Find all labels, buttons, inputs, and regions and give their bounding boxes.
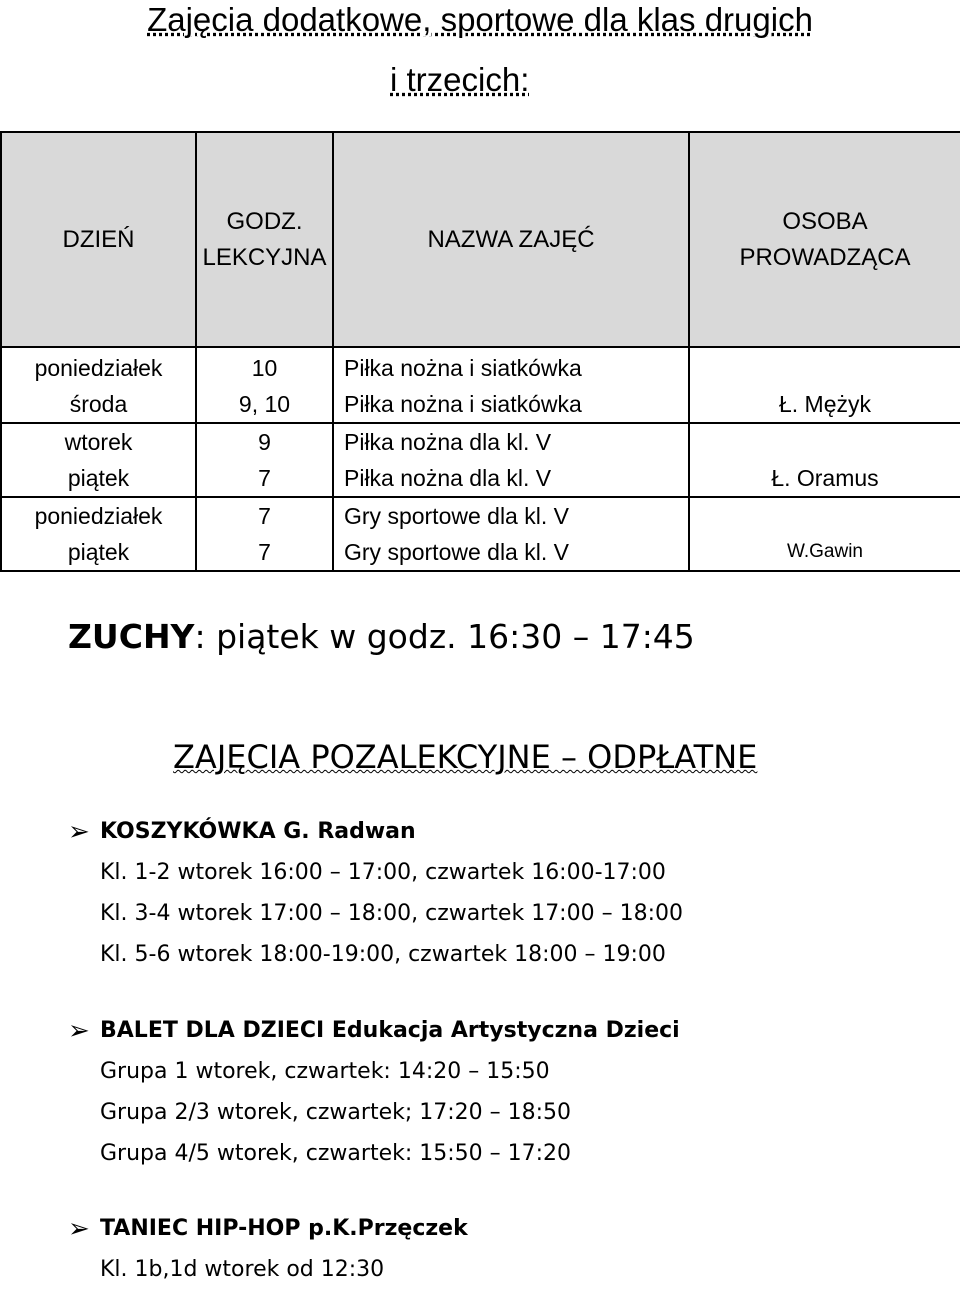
day-text: poniedziałek [34,355,163,381]
section-heading: ➢ TANIEC HIP-HOP p.K.Przęczek [68,1209,468,1249]
header-name: NAZWA ZAJĘĆ [333,132,689,347]
table-row [1,497,960,571]
cell-hours [196,423,333,497]
activity-text: Piłka nożna i siatkówka [344,355,582,381]
person-text: W.Gawin [786,541,864,562]
zuchy-text: : piątek w godz. 16:30 – 17:45 [194,617,695,656]
day-text: wtorek [64,429,133,455]
cell-days [1,497,196,571]
activity-text: Piłka nożna i siatkówka [344,391,582,417]
cell-person [689,347,960,423]
person-text: Ł. Mężyk [778,391,872,417]
arrowhead-bullet-icon: ➢ [68,1016,90,1046]
schedule-line: Kl. 5-6 wtorek 18:00-19:00, czwartek 18:00 – 19:00 [100,942,666,967]
cell-days [1,423,196,497]
table-header-row [1,132,960,347]
schedule-table [0,131,960,572]
hour-text: 9 [258,429,271,455]
page-title-line-2: i trzecich: [390,61,530,98]
zuchy-label: ZUCHY [68,617,195,656]
table-row [1,423,960,497]
hour-text: 9, 10 [238,391,291,417]
activity-text: Gry sportowe dla kl. V [344,503,569,529]
section-heading: ➢ KOSZYKÓWKA G. Radwan [68,812,683,852]
page-title-line-1: Zajęcia dodatkowe, sportowe dla klas drugich [147,1,813,38]
hour-text: 7 [258,503,271,529]
activity-text: Piłka nożna dla kl. V [344,429,552,455]
hour-text: 7 [258,539,271,565]
activity-text: Piłka nożna dla kl. V [344,465,552,491]
section-heading: ➢ BALET DLA DZIECI Edukacja Artystyczna Dzieci [68,1011,680,1051]
header-person: OSOBA PROWADZĄCA [689,132,960,347]
cell-names [333,497,689,571]
schedule-line: Grupa 1 wtorek, czwartek: 14:20 – 15:50 [100,1059,550,1084]
cell-hours [196,497,333,571]
arrowhead-bullet-icon: ➢ [68,1214,90,1244]
hour-text: 10 [251,355,278,381]
header-hour: GODZ. LEKCYJNA [196,132,333,347]
cell-names [333,423,689,497]
day-text: piątek [67,539,130,565]
cell-person [689,497,960,571]
hour-text: 7 [258,465,271,491]
zuchy-line [68,612,695,662]
paid-activities-heading: ZAJĘCIA POZALEKCYJNE – ODPŁATNE [173,738,758,776]
section-hiphop [68,1209,468,1290]
day-text: poniedziałek [34,503,163,529]
schedule-line: Grupa 4/5 wtorek, czwartek: 15:50 – 17:20 [100,1141,572,1166]
arrowhead-bullet-icon: ➢ [68,817,90,847]
section-basketball [68,812,683,975]
cell-hours [196,347,333,423]
cell-days [1,347,196,423]
schedule-line: Kl. 1b,1d wtorek od 12:30 [100,1257,385,1282]
day-text: środa [69,391,128,417]
header-day: DZIEŃ [1,132,196,347]
cell-person [689,423,960,497]
schedule-line: Grupa 2/3 wtorek, czwartek; 17:20 – 18:50 [100,1100,572,1125]
schedule-line: Kl. 3-4 wtorek 17:00 – 18:00, czwartek 17:00 – 18:00 [100,901,683,926]
section-ballet [68,1011,680,1174]
table-row [1,347,960,423]
day-text: piątek [67,465,130,491]
activity-text: Gry sportowe dla kl. V [344,539,569,565]
schedule-line: Kl. 1-2 wtorek 16:00 – 17:00, czwartek 16:00-17:00 [100,860,666,885]
person-text: Ł. Oramus [771,465,879,491]
cell-names [333,347,689,423]
